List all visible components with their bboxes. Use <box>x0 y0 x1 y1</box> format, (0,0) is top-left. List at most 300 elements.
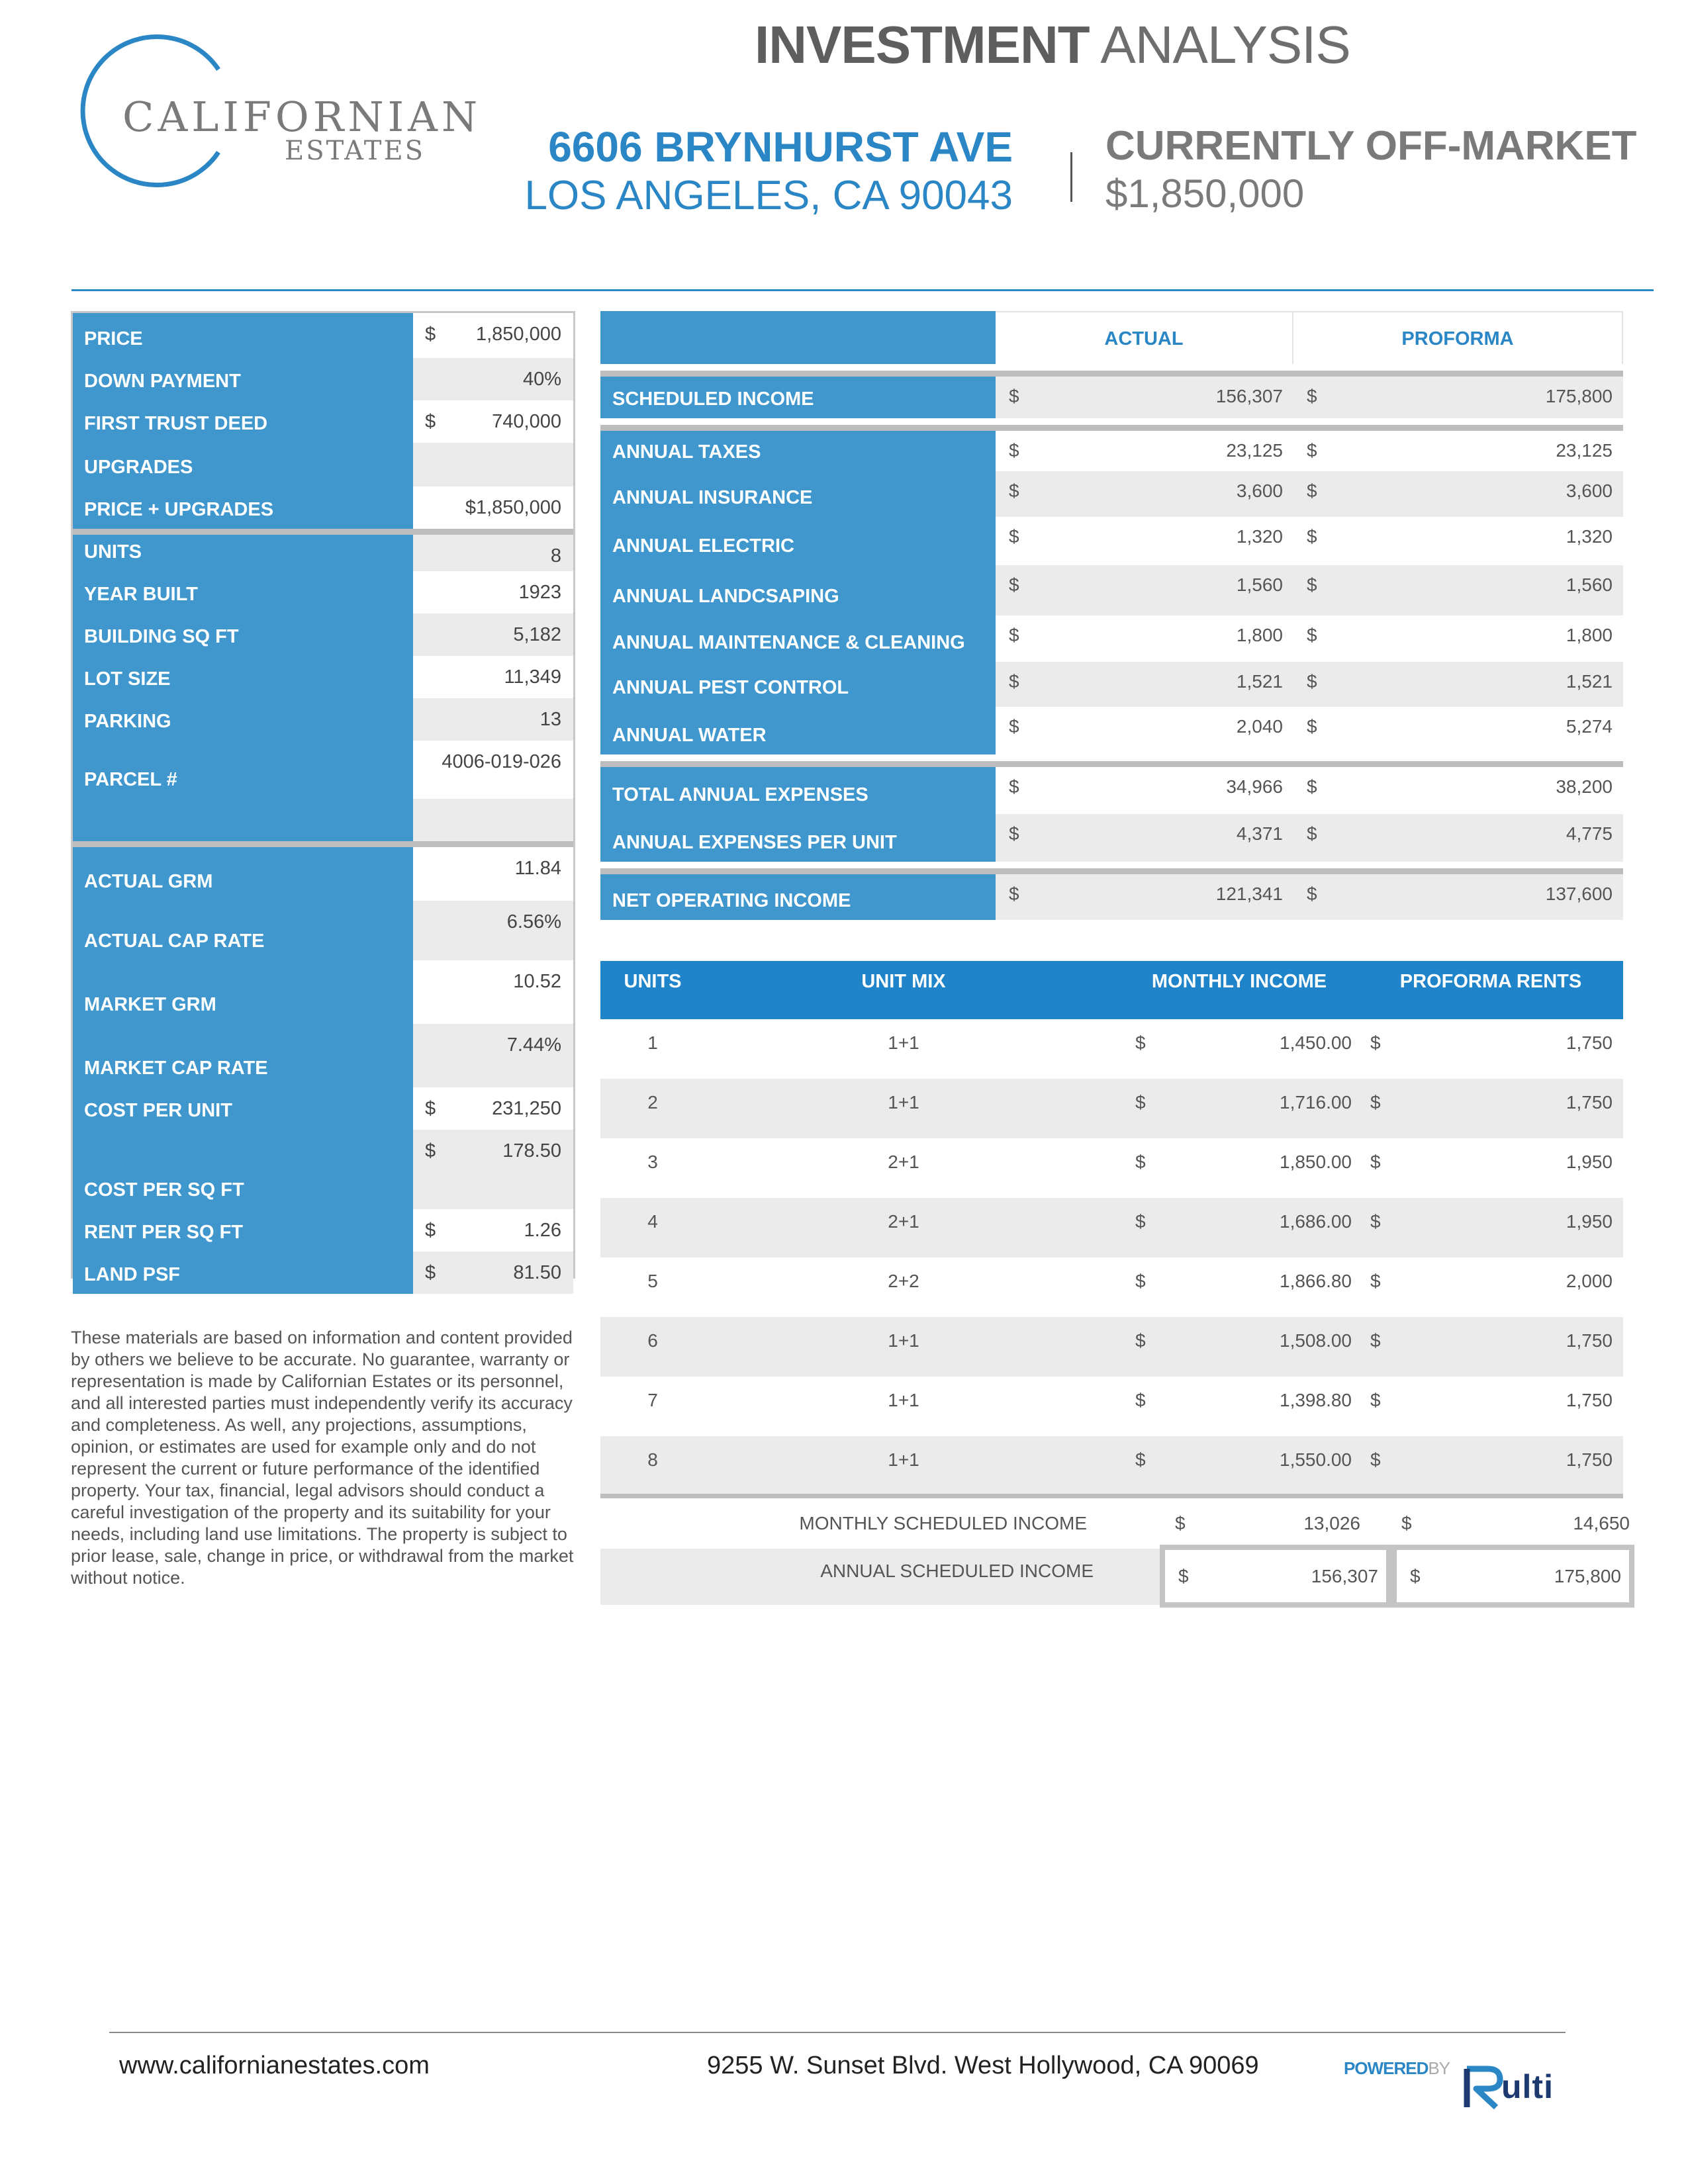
income-proforma-cell <box>1293 662 1623 707</box>
property-value: 10.52 <box>513 971 561 992</box>
property-value: $1,850,000 <box>465 497 561 518</box>
income-row <box>600 517 1623 565</box>
unit-row <box>600 1377 1623 1436</box>
income-actual-cell <box>996 377 1293 418</box>
powered-text: POWERED <box>1344 2058 1429 2078</box>
income-actual-cell <box>996 814 1293 862</box>
property-row <box>73 656 573 698</box>
currency-symbol: $ <box>425 324 436 345</box>
currency-symbol: $ <box>1370 1092 1381 1113</box>
property-label <box>73 847 413 901</box>
property-value-cell <box>413 400 573 443</box>
property-value-cell <box>413 799 573 841</box>
currency-symbol: $ <box>1135 1390 1146 1410</box>
currency-symbol: $ <box>425 411 436 432</box>
income-expense-table <box>600 311 1623 920</box>
income-proforma-cell <box>1293 377 1623 418</box>
property-label <box>73 535 413 571</box>
income-row <box>600 662 1623 707</box>
currency-symbol: $ <box>1175 1513 1186 1533</box>
property-label <box>73 901 413 960</box>
property-value-cell <box>413 1087 573 1130</box>
income-label <box>600 814 996 862</box>
currency-symbol: $ <box>1009 574 1019 595</box>
property-value-cell <box>413 656 573 698</box>
property-row <box>73 1024 573 1087</box>
income-proforma-cell <box>1293 707 1623 754</box>
income-header-blank <box>600 311 996 364</box>
property-details-table <box>71 311 575 1285</box>
property-value: 5,182 <box>513 624 561 645</box>
property-label-text: MARKET CAP RATE <box>84 1058 268 1079</box>
currency-symbol: $ <box>1410 1566 1421 1586</box>
unit-number: 7 <box>647 1390 658 1410</box>
income-row <box>600 868 1623 920</box>
monthly-income-column-header: MONTHLY INCOME <box>1151 971 1327 992</box>
property-label-text: PRICE <box>84 328 143 349</box>
income-label-text: ANNUAL WATER <box>612 725 767 746</box>
totals-separator <box>600 1494 1623 1498</box>
income-proforma-cell <box>1293 814 1623 862</box>
income-actual-value: 121,341 <box>1215 884 1283 904</box>
income-actual-cell <box>996 707 1293 754</box>
income-actual-cell <box>996 874 1293 920</box>
currency-symbol: $ <box>1370 1390 1381 1410</box>
currency-symbol: $ <box>1370 1449 1381 1470</box>
footer-rule <box>109 2032 1566 2033</box>
income-row <box>600 371 1623 418</box>
income-proforma-cell <box>1293 565 1623 615</box>
property-value: 8 <box>550 545 561 567</box>
currency-symbol: $ <box>1009 776 1019 797</box>
currency-symbol: $ <box>425 1098 436 1119</box>
property-value: 1,850,000 <box>475 324 561 345</box>
property-row <box>73 400 573 443</box>
proforma-rents-column-header: PROFORMA RENTS <box>1399 971 1582 992</box>
unit-number: 2 <box>647 1092 658 1113</box>
currency-symbol: $ <box>1009 440 1019 461</box>
property-value-cell <box>413 614 573 656</box>
property-label-text: DOWN PAYMENT <box>84 371 241 392</box>
income-proforma-value: 3,600 <box>1566 480 1613 501</box>
proforma-rent: 1,750 <box>1566 1092 1613 1113</box>
property-value-cell <box>413 1251 573 1294</box>
unit-number: 8 <box>647 1449 658 1470</box>
monthly-income: 1,866.80 <box>1280 1271 1352 1291</box>
powered-by-label <box>1344 2058 1450 2079</box>
currency-symbol: $ <box>1009 823 1019 844</box>
disclaimer-text: These materials are based on information and content provided by others we believe to be accurate. No guarantee, warranty or representation is made by Californian Estates or its personnel, and all interested parties must independently verify its accuracy and completeness. As well, any projections, assumptions, opinion, or estimates are used for example only and do not represent the current or future performance of the identified property. Your tax, financial, legal advisors should conduct a careful investigation of the property and its suitability for your needs, including land use limitations. The property is subject to prior lease, sale, change in price, or withdrawal from the market without notice. <box>71 1328 574 1588</box>
currency-symbol: $ <box>1135 1092 1146 1113</box>
listing-city: LOS ANGELES, CA 90043 <box>524 173 1013 218</box>
property-label-text: PARCEL # <box>84 769 177 790</box>
currency-symbol: $ <box>1009 671 1019 692</box>
income-proforma-value: 38,200 <box>1556 776 1613 797</box>
currency-symbol: $ <box>1307 440 1317 461</box>
property-value: 6.56% <box>506 911 561 933</box>
proforma-rent: 1,750 <box>1566 1032 1613 1053</box>
income-actual-cell <box>996 662 1293 707</box>
income-label <box>600 767 996 814</box>
property-label <box>73 313 413 358</box>
property-label-text: ACTUAL CAP RATE <box>84 931 265 952</box>
annual-total-proforma: 175,800 <box>1554 1566 1621 1586</box>
unit-number: 1 <box>647 1032 658 1053</box>
logo-text-line2: ESTATES <box>285 136 426 166</box>
proforma-rent: 1,750 <box>1566 1330 1613 1351</box>
income-actual-cell <box>996 517 1293 565</box>
currency-symbol: $ <box>1307 386 1317 406</box>
income-proforma-cell <box>1293 767 1623 814</box>
monthly-income: 1,398.80 <box>1280 1390 1352 1410</box>
currency-symbol: $ <box>1307 480 1317 501</box>
annual-scheduled-income-row <box>600 1549 1623 1605</box>
currency-symbol: $ <box>1307 625 1317 645</box>
unit-mix-column-header: UNIT MIX <box>861 971 946 992</box>
proforma-rent: 1,950 <box>1566 1211 1613 1232</box>
property-value: 1.26 <box>524 1220 561 1241</box>
unit-number: 5 <box>647 1271 658 1291</box>
income-actual-value: 156,307 <box>1215 386 1283 406</box>
income-label-text: ANNUAL PEST CONTROL <box>612 677 849 698</box>
income-actual-cell <box>996 471 1293 517</box>
property-value-cell <box>413 847 573 901</box>
income-label <box>600 377 996 418</box>
income-proforma-cell <box>1293 874 1623 920</box>
property-label-text: YEAR BUILT <box>84 584 198 605</box>
income-actual-cell <box>996 615 1293 662</box>
income-row <box>600 761 1623 814</box>
income-row <box>600 425 1623 471</box>
currency-symbol: $ <box>1135 1211 1146 1232</box>
currency-symbol: $ <box>1307 823 1317 844</box>
currency-symbol: $ <box>1135 1449 1146 1470</box>
property-row <box>73 698 573 741</box>
income-actual-cell <box>996 431 1293 471</box>
property-label <box>73 1209 413 1251</box>
currency-symbol: $ <box>1135 1330 1146 1351</box>
currency-symbol: $ <box>1370 1330 1381 1351</box>
unit-number: 3 <box>647 1152 658 1172</box>
property-row <box>73 486 573 529</box>
office-address: 9255 W. Sunset Blvd. West Hollywood, CA 90069 <box>707 2052 1259 2079</box>
monthly-income: 1,550.00 <box>1280 1449 1352 1470</box>
property-label <box>73 741 413 799</box>
unit-row <box>600 1079 1623 1138</box>
income-row <box>600 565 1623 615</box>
income-actual-value: 23,125 <box>1226 440 1283 461</box>
income-proforma-cell <box>1293 431 1623 471</box>
actual-column-header: ACTUAL <box>996 311 1293 364</box>
property-value-cell <box>413 443 573 486</box>
unit-mix: 1+1 <box>888 1032 919 1053</box>
currency-symbol: $ <box>1370 1152 1381 1172</box>
property-row <box>73 1087 573 1130</box>
document-title <box>755 15 1350 75</box>
property-label-text: RENT PER SQ FT <box>84 1222 244 1243</box>
income-label <box>600 874 996 920</box>
property-value-cell <box>413 1130 573 1209</box>
income-actual-value: 1,800 <box>1236 625 1283 645</box>
income-label-text: ANNUAL MAINTENANCE & CLEANING <box>612 632 965 653</box>
income-proforma-value: 1,800 <box>1566 625 1613 645</box>
property-row <box>73 960 573 1024</box>
currency-symbol: $ <box>1307 526 1317 547</box>
income-row <box>600 814 1623 862</box>
annual-total-actual: 156,307 <box>1311 1566 1378 1586</box>
property-row <box>73 1130 573 1209</box>
income-proforma-cell <box>1293 517 1623 565</box>
reulti-logo <box>1462 2064 1561 2113</box>
property-label <box>73 1087 413 1130</box>
income-actual-value: 4,371 <box>1236 823 1283 844</box>
property-value: 13 <box>539 709 561 730</box>
header-divider <box>1070 152 1072 202</box>
title-light: ANALYSIS <box>1100 15 1350 74</box>
property-value: 11,349 <box>504 666 561 688</box>
property-row <box>73 571 573 614</box>
property-label <box>73 614 413 656</box>
monthly-income: 1,508.00 <box>1280 1330 1352 1351</box>
property-label <box>73 1024 413 1087</box>
property-value-cell <box>413 535 573 571</box>
currency-symbol: $ <box>1307 884 1317 904</box>
property-label-text: PARKING <box>84 711 171 732</box>
income-label <box>600 431 996 471</box>
income-actual-value: 2,040 <box>1236 716 1283 737</box>
property-value: 7.44% <box>506 1034 561 1056</box>
currency-symbol: $ <box>425 1140 436 1161</box>
currency-symbol: $ <box>1370 1271 1381 1291</box>
income-proforma-value: 175,800 <box>1545 386 1613 406</box>
currency-symbol: $ <box>1307 716 1317 737</box>
annual-total-actual-box <box>1160 1545 1391 1608</box>
income-proforma-cell <box>1293 615 1623 662</box>
income-label-text: ANNUAL EXPENSES PER UNIT <box>612 832 897 853</box>
property-value-cell <box>413 960 573 1024</box>
income-row <box>600 707 1623 754</box>
unit-mix: 1+1 <box>888 1449 919 1470</box>
property-value: 740,000 <box>492 411 561 432</box>
income-actual-value: 1,560 <box>1236 574 1283 595</box>
income-label <box>600 565 996 615</box>
unit-number: 4 <box>647 1211 658 1232</box>
income-label-text: ANNUAL INSURANCE <box>612 487 813 508</box>
income-proforma-value: 1,521 <box>1566 671 1613 692</box>
proforma-rent: 1,750 <box>1566 1390 1613 1410</box>
property-value-cell <box>413 358 573 400</box>
monthly-income: 1,686.00 <box>1280 1211 1352 1232</box>
unit-row <box>600 1019 1623 1079</box>
property-label-text: LOT SIZE <box>84 668 171 690</box>
property-value: 231,250 <box>492 1098 561 1119</box>
property-label-text: ACTUAL GRM <box>84 871 213 892</box>
property-row <box>73 901 573 960</box>
unit-row <box>600 1257 1623 1317</box>
property-value-cell <box>413 741 573 799</box>
monthly-scheduled-income-row <box>600 1498 1630 1545</box>
property-label-text: MARKET GRM <box>84 994 216 1015</box>
currency-symbol: $ <box>1009 386 1019 406</box>
property-row <box>73 799 573 841</box>
currency-symbol: $ <box>1307 776 1317 797</box>
reulti-text: ulti <box>1501 2068 1554 2105</box>
income-label-text: ANNUAL LANDCSAPING <box>612 586 839 607</box>
property-row <box>73 614 573 656</box>
property-label <box>73 571 413 614</box>
property-row <box>73 443 573 486</box>
property-value-cell <box>413 1024 573 1087</box>
property-row <box>73 529 573 571</box>
income-table-header <box>600 311 1623 364</box>
property-label <box>73 799 413 841</box>
currency-symbol: $ <box>1009 884 1019 904</box>
currency-symbol: $ <box>1009 480 1019 501</box>
income-label-text: ANNUAL ELECTRIC <box>612 535 794 557</box>
property-value-cell <box>413 571 573 614</box>
property-row <box>73 741 573 799</box>
income-proforma-cell <box>1293 471 1623 517</box>
title-bold: INVESTMENT <box>755 15 1090 74</box>
units-column-header: UNITS <box>624 971 682 992</box>
income-label <box>600 662 996 707</box>
currency-symbol: $ <box>1009 526 1019 547</box>
unit-mix: 1+1 <box>888 1330 919 1351</box>
property-label-text: COST PER SQ FT <box>84 1179 244 1201</box>
property-row <box>73 313 573 358</box>
property-value: 1923 <box>518 582 561 603</box>
income-proforma-value: 1,320 <box>1566 526 1613 547</box>
property-label-text: UPGRADES <box>84 457 193 478</box>
listing-street: 6606 BRYNHURST AVE <box>548 123 1013 171</box>
unit-number: 6 <box>647 1330 658 1351</box>
logo-text-line1: CALIFORNIAN <box>122 93 482 141</box>
currency-symbol: $ <box>425 1220 436 1241</box>
income-proforma-value: 137,600 <box>1545 884 1613 904</box>
property-label-text: FIRST TRUST DEED <box>84 413 268 434</box>
income-actual-cell <box>996 767 1293 814</box>
property-value: 81.50 <box>513 1262 561 1283</box>
property-label-text: LAND PSF <box>84 1264 180 1285</box>
property-label <box>73 400 413 443</box>
currency-symbol: $ <box>1135 1152 1146 1172</box>
income-actual-value: 3,600 <box>1236 480 1283 501</box>
proforma-column-header: PROFORMA <box>1293 311 1623 364</box>
monthly-total-proforma: 14,650 <box>1573 1513 1630 1533</box>
unit-mix: 1+1 <box>888 1092 919 1113</box>
unit-mix: 2+1 <box>888 1211 919 1232</box>
property-row <box>73 841 573 901</box>
listing-price: $1,850,000 <box>1105 171 1305 216</box>
property-label-text: PRICE + UPGRADES <box>84 499 274 520</box>
income-label <box>600 471 996 517</box>
currency-symbol: $ <box>1178 1566 1189 1586</box>
property-label <box>73 960 413 1024</box>
currency-symbol: $ <box>1307 574 1317 595</box>
income-actual-value: 1,521 <box>1236 671 1283 692</box>
property-value-cell <box>413 1209 573 1251</box>
income-row <box>600 471 1623 517</box>
unit-row <box>600 1198 1623 1257</box>
annual-total-proforma-box <box>1391 1545 1634 1608</box>
unit-mix: 2+1 <box>888 1152 919 1172</box>
income-label-text: NET OPERATING INCOME <box>612 890 851 911</box>
currency-symbol: $ <box>1009 716 1019 737</box>
income-label <box>600 615 996 662</box>
property-label <box>73 1130 413 1209</box>
currency-symbol: $ <box>1009 625 1019 645</box>
monthly-income: 1,450.00 <box>1280 1032 1352 1053</box>
monthly-total-actual: 13,026 <box>1303 1513 1360 1533</box>
by-text: BY <box>1428 2058 1450 2078</box>
property-row <box>73 358 573 400</box>
income-row <box>600 615 1623 662</box>
currency-symbol: $ <box>1135 1271 1146 1291</box>
income-label <box>600 707 996 754</box>
property-label-text: COST PER UNIT <box>84 1100 232 1121</box>
monthly-income: 1,716.00 <box>1280 1092 1352 1113</box>
proforma-rent: 2,000 <box>1566 1271 1613 1291</box>
income-proforma-value: 23,125 <box>1556 440 1613 461</box>
unit-row <box>600 1138 1623 1198</box>
unit-mix-table <box>600 961 1630 1610</box>
company-logo <box>70 30 482 202</box>
proforma-rent: 1,750 <box>1566 1449 1613 1470</box>
proforma-rent: 1,950 <box>1566 1152 1613 1172</box>
unit-mix: 2+2 <box>888 1271 919 1291</box>
income-label <box>600 517 996 565</box>
unit-table-header <box>600 961 1623 1019</box>
monthly-total-label: MONTHLY SCHEDULED INCOME <box>799 1513 1087 1533</box>
unit-row <box>600 1317 1623 1377</box>
property-label-text: BUILDING SQ FT <box>84 626 239 647</box>
property-label <box>73 698 413 741</box>
website-link[interactable]: www.californianestates.com <box>119 2052 430 2079</box>
property-row <box>73 1209 573 1251</box>
income-actual-cell <box>996 565 1293 615</box>
property-label <box>73 358 413 400</box>
property-label <box>73 486 413 529</box>
income-proforma-value: 1,560 <box>1566 574 1613 595</box>
currency-symbol: $ <box>1401 1513 1412 1533</box>
income-label-text: TOTAL ANNUAL EXPENSES <box>612 784 868 805</box>
property-value: 40% <box>522 369 561 390</box>
currency-symbol: $ <box>1370 1032 1381 1053</box>
income-label-text: ANNUAL TAXES <box>612 441 761 463</box>
unit-row <box>600 1436 1623 1496</box>
income-actual-value: 1,320 <box>1236 526 1283 547</box>
header-rule <box>71 289 1654 291</box>
currency-symbol: $ <box>1370 1211 1381 1232</box>
property-value: 178.50 <box>502 1140 561 1161</box>
property-label <box>73 443 413 486</box>
income-label-text: SCHEDULED INCOME <box>612 388 814 410</box>
property-label <box>73 1251 413 1294</box>
currency-symbol: $ <box>1307 671 1317 692</box>
property-value: 11.84 <box>514 858 561 879</box>
property-value-cell <box>413 901 573 960</box>
monthly-income: 1,850.00 <box>1280 1152 1352 1172</box>
property-row <box>73 1251 573 1294</box>
income-proforma-value: 4,775 <box>1566 823 1613 844</box>
property-value-cell <box>413 313 573 358</box>
unit-mix: 1+1 <box>888 1390 919 1410</box>
annual-total-label: ANNUAL SCHEDULED INCOME <box>820 1561 1094 1581</box>
property-label <box>73 656 413 698</box>
property-value: 4006-019-026 <box>442 751 561 772</box>
listing-status: CURRENTLY OFF-MARKET <box>1105 123 1637 169</box>
currency-symbol: $ <box>1135 1032 1146 1053</box>
